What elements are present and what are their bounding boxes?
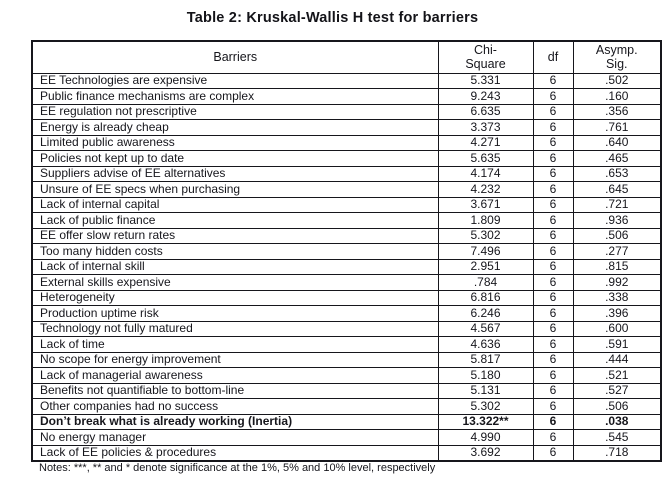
cell-sig: .038 [573, 414, 661, 430]
cell-df: 6 [533, 213, 573, 229]
cell-chi-square: 13.322** [438, 414, 533, 430]
cell-df: 6 [533, 89, 573, 105]
cell-df: 6 [533, 166, 573, 182]
table-row [32, 399, 661, 415]
cell-chi-square: 4.271 [438, 135, 533, 151]
table-row [32, 166, 661, 182]
cell-df: 6 [533, 197, 573, 213]
cell-chi-square: 4.636 [438, 337, 533, 353]
column-header-chi-square: Chi- Square [438, 41, 533, 73]
table-row [32, 414, 661, 430]
cell-chi-square: 9.243 [438, 89, 533, 105]
cell-df: 6 [533, 430, 573, 446]
cell-barrier: EE regulation not prescriptive [32, 104, 438, 120]
cell-chi-square: 5.302 [438, 228, 533, 244]
cell-sig: .277 [573, 244, 661, 260]
table-row [32, 228, 661, 244]
cell-df: 6 [533, 445, 573, 461]
cell-chi-square: 7.496 [438, 244, 533, 260]
cell-barrier: Limited public awareness [32, 135, 438, 151]
cell-barrier: Technology not fully matured [32, 321, 438, 337]
cell-chi-square: 4.174 [438, 166, 533, 182]
cell-sig: .521 [573, 368, 661, 384]
cell-chi-square: 6.246 [438, 306, 533, 322]
cell-df: 6 [533, 321, 573, 337]
cell-sig: .721 [573, 197, 661, 213]
table-row [32, 182, 661, 198]
column-header-df-label: df [547, 50, 559, 65]
cell-chi-square: 1.809 [438, 213, 533, 229]
cell-barrier: Lack of public finance [32, 213, 438, 229]
column-header-asymp-sig: Asymp. Sig. [573, 41, 661, 73]
cell-barrier: Lack of internal skill [32, 259, 438, 275]
cell-sig: .600 [573, 321, 661, 337]
cell-barrier: Energy is already cheap [32, 120, 438, 136]
table-row [32, 213, 661, 229]
table-row [32, 368, 661, 384]
table-row [32, 244, 661, 260]
cell-chi-square: 5.635 [438, 151, 533, 167]
cell-barrier: External skills expensive [32, 275, 438, 291]
cell-sig: .545 [573, 430, 661, 446]
cell-barrier: Don’t break what is already working (Inertia) [32, 414, 438, 430]
table-body [32, 73, 661, 461]
table-title: Table 2: Kruskal-Wallis H test for barriers [186, 10, 479, 26]
kruskal-wallis-table [31, 40, 662, 462]
cell-sig: .936 [573, 213, 661, 229]
cell-sig: .444 [573, 352, 661, 368]
cell-df: 6 [533, 275, 573, 291]
cell-df: 6 [533, 120, 573, 136]
cell-sig: .527 [573, 383, 661, 399]
cell-barrier: Public finance mechanisms are complex [32, 89, 438, 105]
table-row [32, 352, 661, 368]
cell-sig: .356 [573, 104, 661, 120]
cell-barrier: Other companies had no success [32, 399, 438, 415]
table-notes: Notes: ***, ** and * denote significance at the 1%, 5% and 10% level, respectively [39, 462, 436, 474]
table-row [32, 275, 661, 291]
column-header-barriers-label: Barriers [213, 50, 258, 65]
cell-barrier: Lack of EE policies & procedures [32, 445, 438, 461]
table-row [32, 151, 661, 167]
cell-barrier: EE offer slow return rates [32, 228, 438, 244]
cell-chi-square: 5.817 [438, 352, 533, 368]
cell-df: 6 [533, 414, 573, 430]
cell-df: 6 [533, 368, 573, 384]
cell-barrier: EE Technologies are expensive [32, 73, 438, 89]
cell-df: 6 [533, 182, 573, 198]
cell-chi-square: 3.692 [438, 445, 533, 461]
cell-sig: .761 [573, 120, 661, 136]
cell-barrier: Too many hidden costs [32, 244, 438, 260]
table-row [32, 120, 661, 136]
cell-chi-square: 6.816 [438, 290, 533, 306]
table-row [32, 259, 661, 275]
cell-df: 6 [533, 259, 573, 275]
cell-df: 6 [533, 399, 573, 415]
cell-chi-square: 5.180 [438, 368, 533, 384]
cell-chi-square: 6.635 [438, 104, 533, 120]
cell-chi-square: 3.373 [438, 120, 533, 136]
cell-sig: .591 [573, 337, 661, 353]
table-row [32, 383, 661, 399]
cell-barrier: No scope for energy improvement [32, 352, 438, 368]
table-row [32, 337, 661, 353]
cell-sig: .815 [573, 259, 661, 275]
cell-df: 6 [533, 135, 573, 151]
cell-sig: .338 [573, 290, 661, 306]
cell-sig: .160 [573, 89, 661, 105]
table-row [32, 135, 661, 151]
cell-df: 6 [533, 244, 573, 260]
cell-sig: .506 [573, 228, 661, 244]
cell-barrier: Unsure of EE specs when purchasing [32, 182, 438, 198]
cell-chi-square: 3.671 [438, 197, 533, 213]
cell-df: 6 [533, 352, 573, 368]
cell-barrier: Heterogeneity [32, 290, 438, 306]
column-header-barriers [32, 41, 438, 73]
table-row [32, 89, 661, 105]
cell-chi-square: 5.302 [438, 399, 533, 415]
cell-df: 6 [533, 306, 573, 322]
table-row [32, 73, 661, 89]
cell-df: 6 [533, 73, 573, 89]
table-row [32, 290, 661, 306]
cell-barrier: Lack of time [32, 337, 438, 353]
cell-chi-square: 5.131 [438, 383, 533, 399]
cell-sig: .992 [573, 275, 661, 291]
cell-sig: .653 [573, 166, 661, 182]
cell-chi-square: 4.990 [438, 430, 533, 446]
cell-chi-square: 4.567 [438, 321, 533, 337]
cell-sig: .465 [573, 151, 661, 167]
cell-barrier: No energy manager [32, 430, 438, 446]
table-row [32, 197, 661, 213]
cell-df: 6 [533, 337, 573, 353]
table-row [32, 104, 661, 120]
cell-chi-square: 5.331 [438, 73, 533, 89]
cell-df: 6 [533, 151, 573, 167]
cell-sig: .396 [573, 306, 661, 322]
cell-sig: .718 [573, 445, 661, 461]
cell-barrier: Lack of internal capital [32, 197, 438, 213]
table-row [32, 445, 661, 461]
cell-df: 6 [533, 383, 573, 399]
cell-df: 6 [533, 104, 573, 120]
cell-sig: .506 [573, 399, 661, 415]
cell-sig: .645 [573, 182, 661, 198]
table-row [32, 430, 661, 446]
column-header-df [533, 41, 573, 73]
table-row [32, 321, 661, 337]
cell-df: 6 [533, 228, 573, 244]
cell-barrier: Lack of managerial awareness [32, 368, 438, 384]
cell-barrier: Policies not kept up to date [32, 151, 438, 167]
cell-barrier: Production uptime risk [32, 306, 438, 322]
table-header [32, 41, 661, 73]
cell-df: 6 [533, 290, 573, 306]
cell-sig: .640 [573, 135, 661, 151]
cell-chi-square: .784 [438, 275, 533, 291]
cell-barrier: Suppliers advise of EE alternatives [32, 166, 438, 182]
cell-chi-square: 4.232 [438, 182, 533, 198]
cell-barrier: Benefits not quantifiable to bottom-line [32, 383, 438, 399]
cell-sig: .502 [573, 73, 661, 89]
table-row [32, 306, 661, 322]
cell-chi-square: 2.951 [438, 259, 533, 275]
header-row [32, 41, 661, 73]
